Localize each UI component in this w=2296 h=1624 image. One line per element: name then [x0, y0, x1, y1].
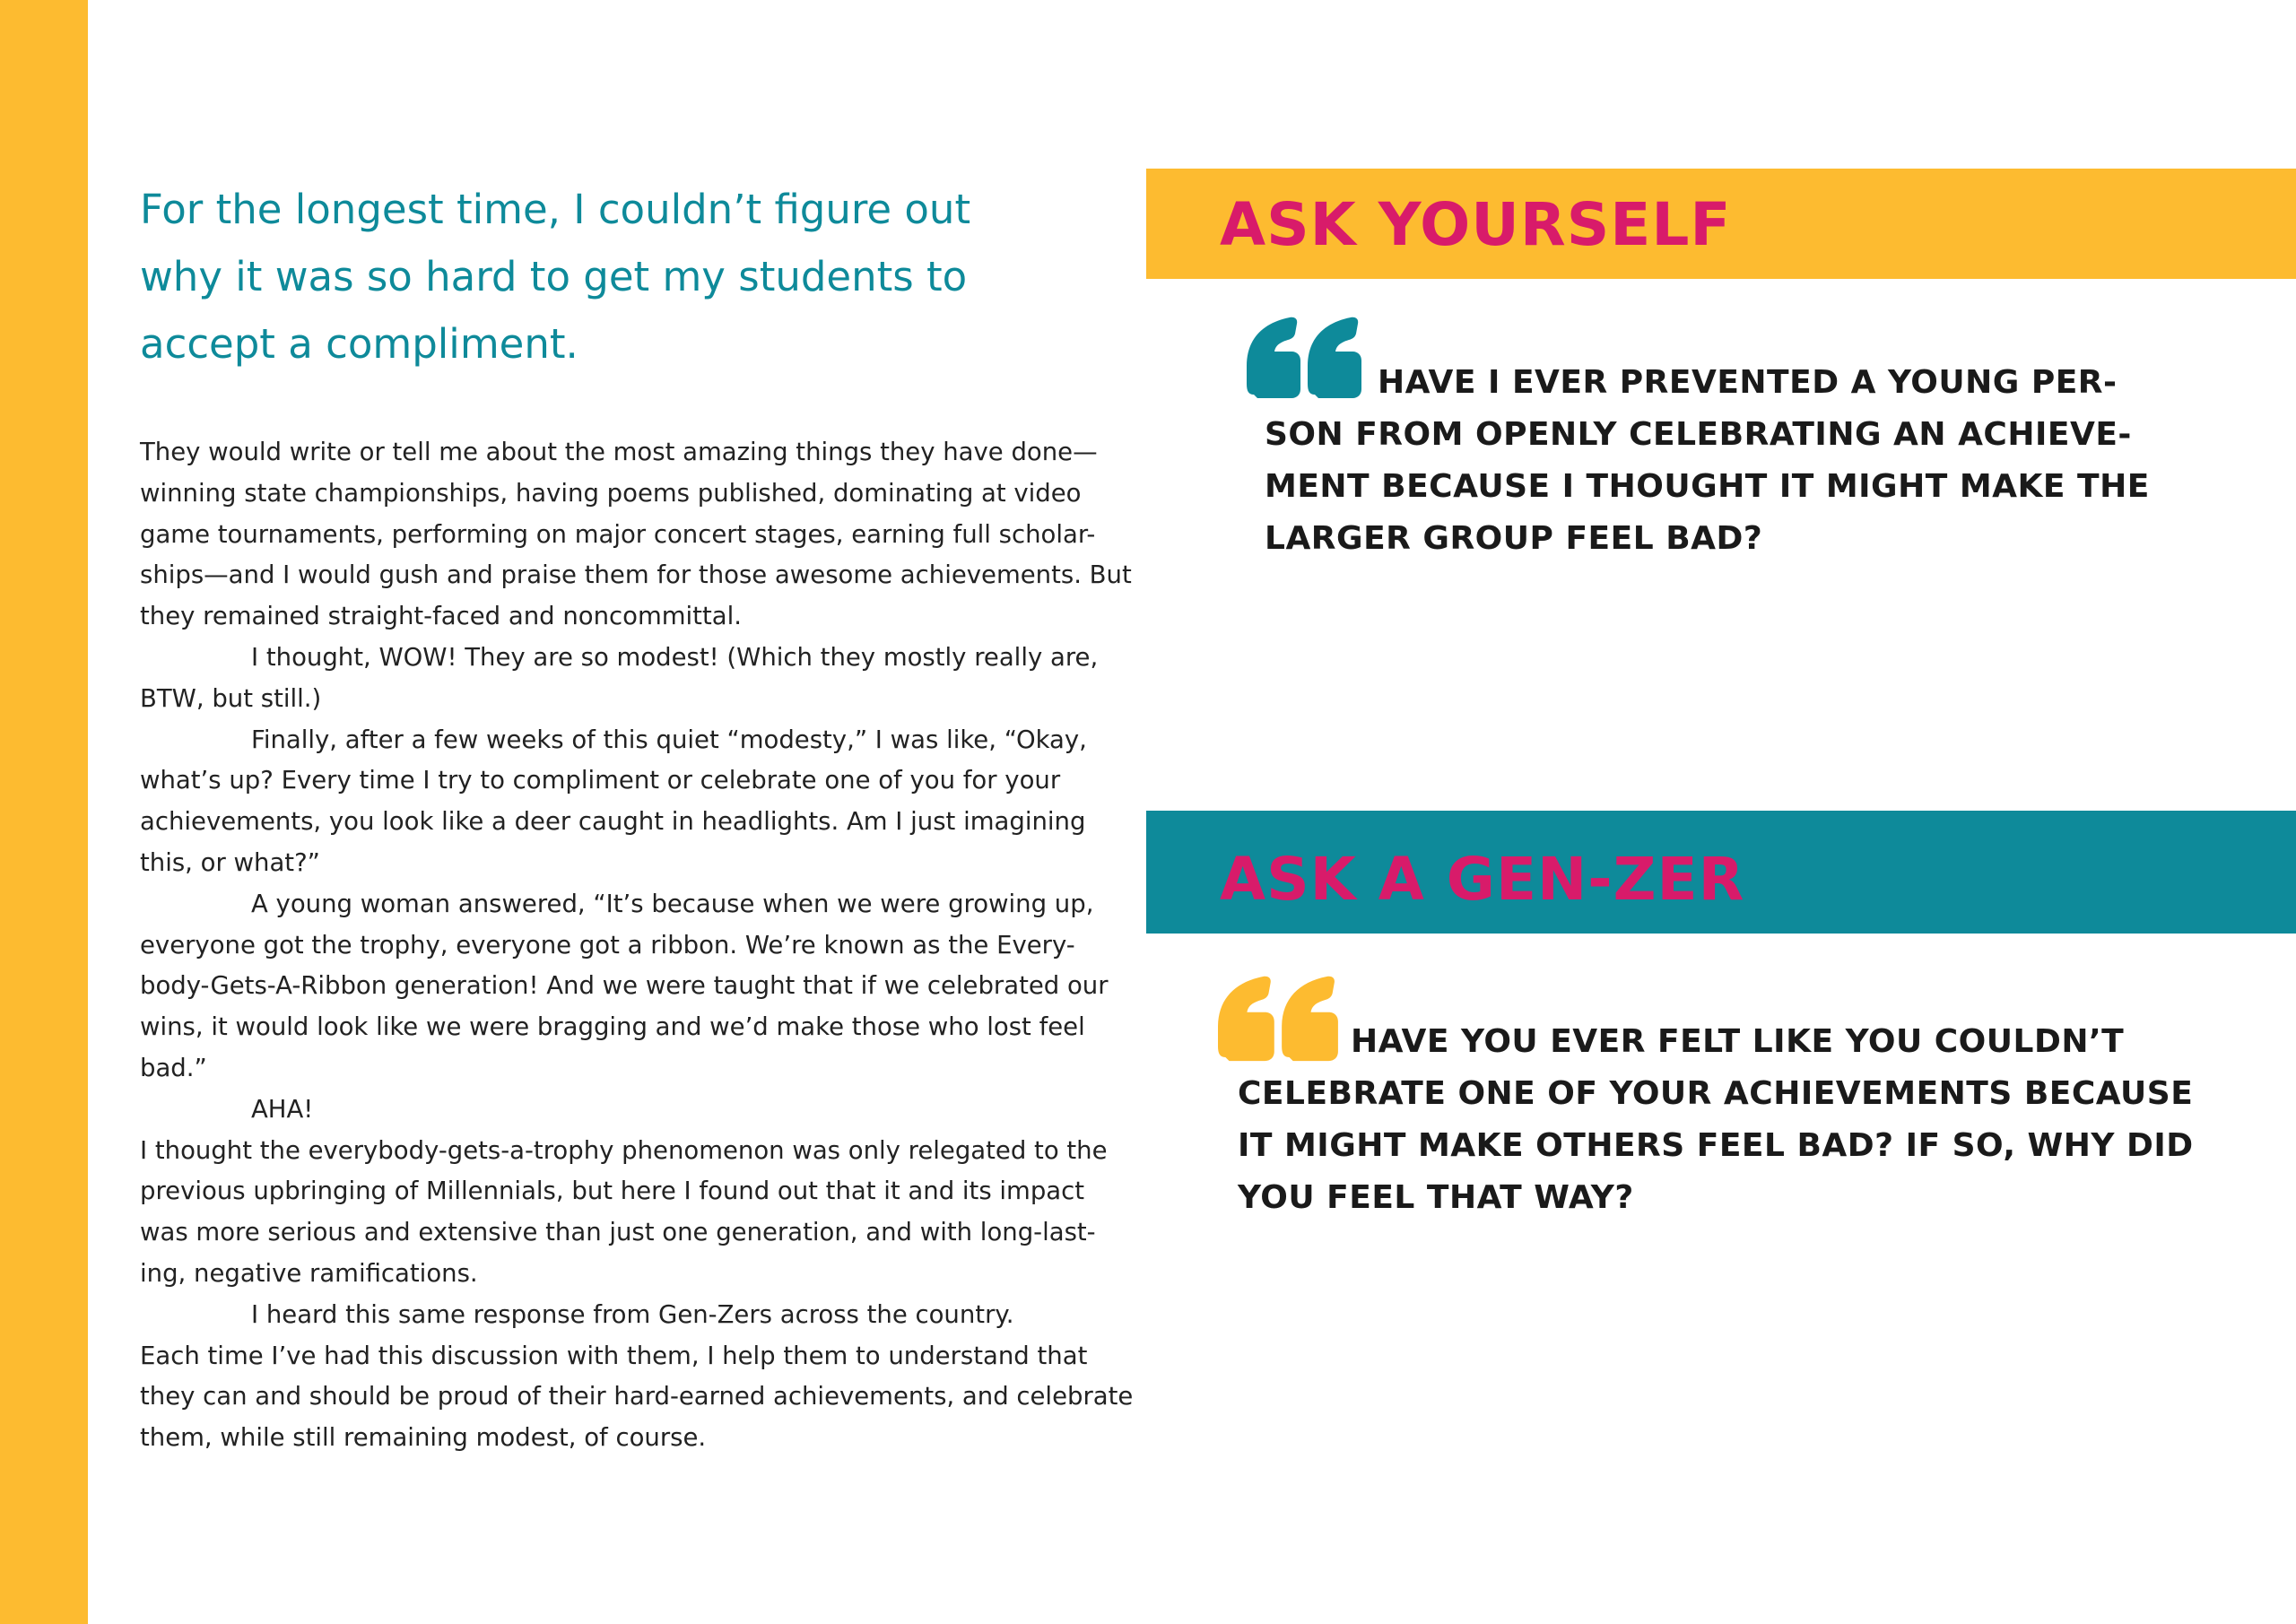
body-line: game tournaments, performing on major concert stages, earning full scholar-: [140, 519, 1096, 549]
body-line: They would write or tell me about the most amazing things they have done—: [140, 438, 1098, 466]
body-line: ships—and I would gush and praise them for those awesome achievements. But: [140, 560, 1132, 590]
body-line: what’s up? Every time I try to compliment or celebrate one of you for your: [140, 766, 1061, 795]
question-line: HAVE YOU EVER FELT LIKE YOU COULDN’T: [1351, 1023, 2125, 1060]
left-accent-bar: [0, 0, 88, 1624]
body-line: AHA!: [251, 1094, 314, 1124]
intro-heading: [140, 176, 1037, 378]
ask-genzer-banner: [1146, 811, 2296, 934]
body-line: this, or what?”: [140, 847, 320, 877]
body-line: Each time I’ve had this discussion with them, I help them to understand that: [140, 1341, 1088, 1370]
body-line: I thought, WOW! They are so modest! (Which they mostly really are,: [251, 642, 1099, 672]
ask-genzer-question: [1238, 1016, 2194, 1224]
body-line: I thought the everybody-gets-a-trophy phenomenon was only relegated to the: [140, 1135, 1108, 1165]
question-line: MENT BECAUSE I THOUGHT IT MIGHT MAKE THE: [1265, 468, 2150, 505]
body-line: bad.”: [140, 1053, 207, 1082]
question-line: SON FROM OPENLY CELEBRATING AN ACHIEVE-: [1265, 416, 2132, 453]
body-paragraphs: [140, 432, 1134, 1459]
body-line: ing, negative ramifications.: [140, 1258, 478, 1288]
intro-line: why it was so hard to get my students to: [140, 253, 968, 300]
body-line: Finally, after a few weeks of this quiet “modesty,” I was like, “Okay,: [251, 725, 1087, 754]
body-line: BTW, but still.): [140, 683, 322, 713]
question-line: YOU FEEL THAT WAY?: [1238, 1179, 1634, 1216]
body-line: previous upbringing of Millennials, but here I found out that it and its impact: [140, 1177, 1085, 1206]
body-line: everyone got the trophy, everyone got a ribbon. We’re known as the Every-: [140, 930, 1075, 960]
intro-line: For the longest time, I couldn’t figure out: [140, 186, 971, 233]
question-line: HAVE I EVER PREVENTED A YOUNG PER-: [1378, 364, 2118, 401]
body-line: wins, it would look like we were bragging and we’d make those who lost feel: [140, 1012, 1085, 1042]
body-line: was more serious and extensive than just one generation, and with long-last-: [140, 1218, 1096, 1247]
question-line: LARGER GROUP FEEL BAD?: [1265, 520, 1763, 557]
body-line: body-Gets-A-Ribbon generation! And we were taught that if we celebrated our: [140, 971, 1109, 1001]
ask-yourself-title: ASK YOURSELF: [1220, 190, 1732, 259]
body-line: I heard this same response from Gen-Zers across the country.: [251, 1299, 1014, 1329]
intro-line: accept a compliment.: [140, 320, 578, 368]
body-line: winning state championships, having poems published, dominating at video: [140, 478, 1082, 508]
question-line: CELEBRATE ONE OF YOUR ACHIEVEMENTS BECAUSE: [1238, 1075, 2194, 1112]
body-line: them, while still remaining modest, of course.: [140, 1423, 707, 1453]
body-line: they can and should be proud of their hard-earned achievements, and celebrate: [140, 1382, 1134, 1411]
body-line: they remained straight-faced and noncommittal.: [140, 602, 742, 631]
ask-genzer-title: ASK A GEN-ZER: [1220, 845, 1745, 914]
body-line: A young woman answered, “It’s because when we were growing up,: [251, 889, 1094, 918]
question-line: IT MIGHT MAKE OTHERS FEEL BAD? IF SO, WHY DID: [1238, 1127, 2194, 1164]
ask-yourself-question: [1265, 357, 2150, 565]
ask-yourself-banner: [1146, 169, 2296, 279]
body-line: achievements, you look like a deer caught in headlights. Am I just imagining: [140, 807, 1086, 837]
